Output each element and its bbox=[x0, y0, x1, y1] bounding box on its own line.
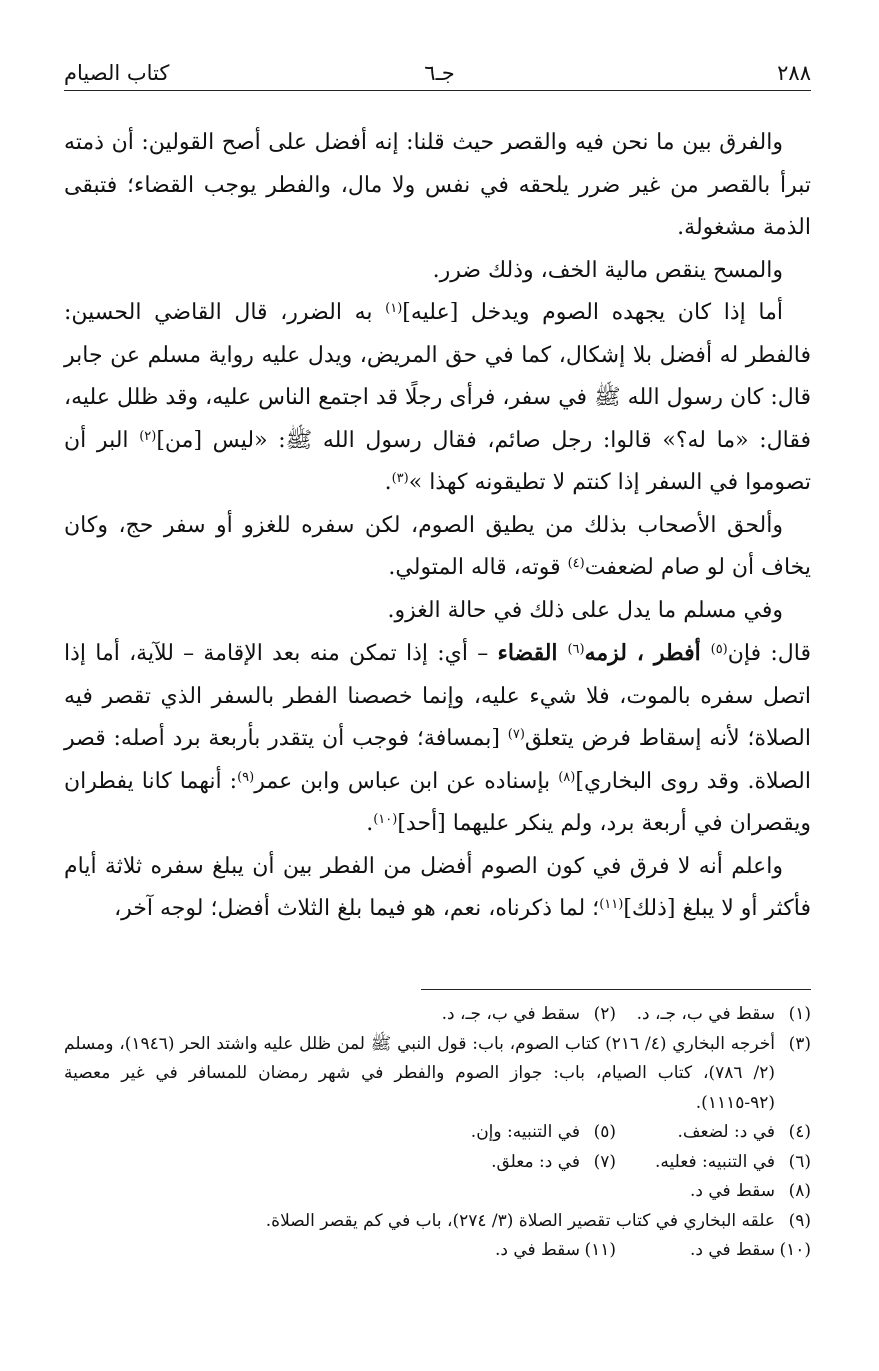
text-run: قوته، قاله المتولي. bbox=[388, 555, 568, 580]
paragraph: والفرق بين ما نحن فيه والقصر حيث قلنا: إنه أفضل على أصح القولين: أن ذمته تبرأ بالقصر من غير ضرر يلحقه في نفس ولا مال، والفطر يوجب القضاء؛ فتبقى الذمة مشغولة. bbox=[64, 130, 811, 240]
footnote-text: علقه البخاري في كتاب تقصير الصلاة (٣/ ٢٧٤)، باب في كم يقصر الصلاة. bbox=[265, 1210, 775, 1231]
footnote-text: أخرجه البخاري (٤/ ٢١٦) كتاب الصوم، باب: قول النبي ﷺ لمن ظلل عليه واشتد الحر (١٩٤٦)، ومسلم (٢/ ٧٨٦)، كتاب الصيام، باب: جواز الصوم والفطر في شهر رمضان للمسافر في غير معصية (٩٢-١١١٥). bbox=[64, 1033, 775, 1113]
matn-text: القضاء bbox=[497, 640, 568, 666]
book-title: كتاب الصيام bbox=[64, 61, 170, 85]
footnote bbox=[616, 1000, 811, 1030]
footnote bbox=[64, 1177, 811, 1207]
footnote bbox=[64, 1236, 616, 1266]
footnote-ref: (٣) bbox=[391, 471, 409, 486]
footnote-number: (١٠) bbox=[779, 1240, 811, 1260]
footnote-number: (٩) bbox=[788, 1210, 811, 1231]
text-run: ؛ لما ذكرناه، نعم، هو فيما بلغ الثلاث أفضل؛ لوجه آخر، bbox=[114, 896, 600, 921]
volume-label: جـ٦ bbox=[424, 61, 455, 85]
footnote-number: (٧) bbox=[593, 1151, 616, 1172]
paragraph: وفي مسلم ما يدل على ذلك في حالة الغزو. bbox=[387, 597, 783, 623]
text-run: به الضرر، قال القاضي الحسين: فالفطر له أفضل بلا إشكال، كما في حق المريض، ويدل عليه رواية مسلم عن جابر قال: كان رسول الله ﷺ في سفر، فرأى رجلًا قد اجتمع الناس عليه، وقد ظلل عليه، فقال: «ما له؟» قالوا: رجل صائم، فقال رسول الله ﷺ: «ليس [من] bbox=[64, 300, 811, 453]
main-text bbox=[64, 122, 811, 931]
footnote bbox=[616, 1148, 811, 1178]
footnote-number: (٢) bbox=[593, 1004, 616, 1024]
footnote-text: سقط في ب، جـ، د. bbox=[441, 1004, 580, 1024]
paragraph bbox=[64, 505, 811, 590]
footnote-text: في د: معلق. bbox=[491, 1151, 580, 1172]
text-run: – أي: إذا تمكن منه بعد الإقامة – للآية، أما إذا اتصل سفره بالموت، فلا شيء عليه، وإنما خصصنا الفطر بالسفر الذي تقصر فيه الصلاة؛ لأنه إسقاط فرض يتعلق bbox=[64, 641, 811, 751]
footnote-ref: (١) bbox=[385, 301, 403, 316]
text-run: [بمسافة؛ فوجب أن يتقدر بأربعة برد أصله: قصر الصلاة. وقد روى البخاري] bbox=[64, 726, 811, 794]
paragraph: والمسح ينقص مالية الخف، وذلك ضرر. bbox=[432, 257, 783, 283]
footnote-ref: (٨) bbox=[558, 769, 576, 785]
footnote-text: سقط في د. bbox=[689, 1240, 775, 1260]
footnote-text: في التنبيه: وإن. bbox=[470, 1122, 580, 1142]
footnote bbox=[616, 1118, 811, 1148]
footnote-text: في التنبيه: فعليه. bbox=[655, 1151, 775, 1172]
text-run: . bbox=[384, 470, 392, 495]
footnote bbox=[64, 1118, 616, 1148]
footnote-number: (٦) bbox=[788, 1151, 811, 1172]
footnote-row bbox=[64, 1236, 811, 1266]
footnote-number: (٥) bbox=[593, 1122, 616, 1142]
footnote-text: سقط في د. bbox=[494, 1240, 580, 1260]
text-run: . bbox=[366, 811, 374, 836]
footnote-ref: (٩) bbox=[237, 769, 255, 785]
text-run: : أنهما كانا يفطران ويقصران في أربعة برد، ولم ينكر عليهما [أحد] bbox=[64, 768, 811, 836]
footnote-ref: (٤) bbox=[567, 556, 585, 571]
footnote bbox=[616, 1236, 811, 1266]
header-divider bbox=[64, 90, 811, 91]
footnote-ref: (١٠) bbox=[373, 812, 398, 827]
text-run: البر أن تصوموا في السفر إذا كنتم لا تطيقونه كهذا » bbox=[64, 427, 811, 495]
footnote-text: سقط في ب، جـ، د. bbox=[636, 1004, 775, 1024]
paragraph bbox=[64, 846, 811, 931]
text-run: وألحق الأصحاب بذلك من يطيق الصوم، لكن سفره للغزو أو سفر حج، وكان يخاف أن لو صام لضعفت bbox=[64, 512, 811, 580]
footnote-text: في د: لضعف. bbox=[677, 1122, 775, 1142]
footnote-ref: (٦) bbox=[567, 642, 585, 657]
footnote-ref: (٥) bbox=[710, 642, 728, 657]
footnote-ref: (١١) bbox=[599, 897, 624, 912]
footnote bbox=[64, 1207, 811, 1237]
footnote-row bbox=[64, 1118, 811, 1148]
footnote-number: (١) bbox=[788, 1004, 811, 1024]
text-run: قال: فإن bbox=[727, 641, 811, 666]
footnote-number: (٤) bbox=[788, 1122, 811, 1142]
text-run: بإسناده عن ابن عباس وابن عمر bbox=[254, 768, 559, 794]
footnote-ref: (٧) bbox=[507, 727, 525, 742]
page-number: ٢٨٨ bbox=[777, 61, 811, 85]
footnote bbox=[64, 1148, 616, 1178]
footnote-row bbox=[64, 1148, 811, 1178]
footnote-row bbox=[64, 1000, 811, 1030]
paragraph bbox=[64, 292, 811, 505]
text-run: واعلم أنه لا فرق في كون الصوم أفضل من الفطر بين أن يبلغ سفره ثلاثة أيام فأكثر أو لا يبلغ [ذلك] bbox=[64, 853, 811, 921]
paragraph bbox=[64, 632, 811, 846]
footnote-number: (١١) bbox=[584, 1240, 616, 1260]
footnote-divider bbox=[421, 989, 811, 990]
footnote bbox=[64, 1030, 811, 1119]
footnote-text: سقط في د. bbox=[689, 1181, 775, 1201]
footnotes bbox=[64, 1000, 811, 1266]
matn-text: أفطر ، لزمه bbox=[584, 640, 711, 666]
footnote bbox=[64, 1000, 616, 1030]
footnote-number: (٨) bbox=[788, 1181, 811, 1201]
footnote-number: (٣) bbox=[788, 1033, 811, 1054]
text-run: أما إذا كان يجهده الصوم ويدخل [عليه] bbox=[402, 300, 783, 325]
footnote-ref: (٢) bbox=[139, 428, 157, 444]
